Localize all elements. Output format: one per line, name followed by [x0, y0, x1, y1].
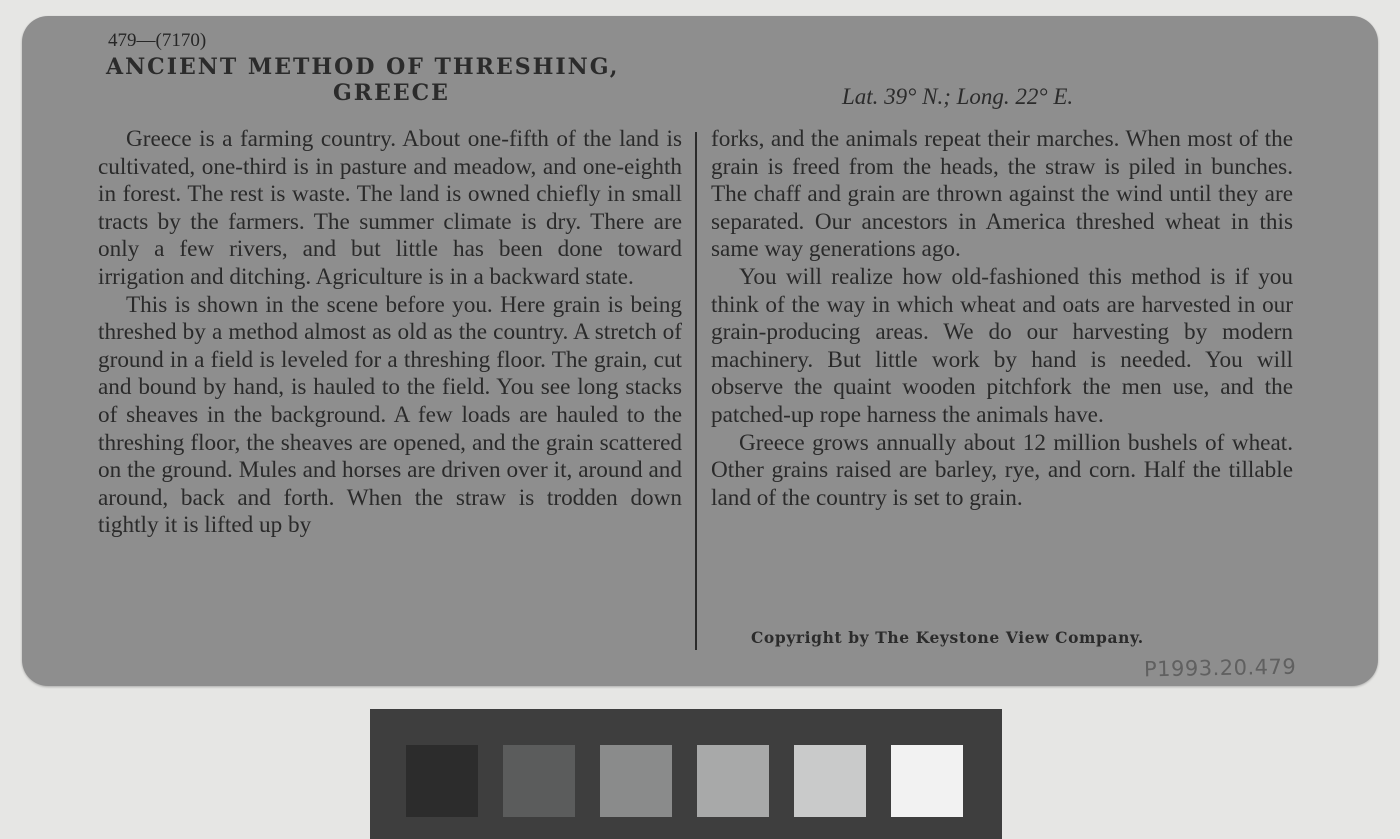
left-paragraph-1: Greece is a farming country. About one-fifth of the land is cultivated, one-third is in pasture and meadow, and one-eighth in forest. The rest is waste. The land is owned chiefly in small tracts by the farmers. The summer climate is dry. There are only a few rivers, and but little has been done toward irrigation and ditching. Agriculture is in a backward state.	[98, 126, 682, 290]
right-paragraph-2: You will realize how old-fashioned this method is if you think of the way in which wheat and oats are harvested in our grain-producing areas. We do our harvesting by modern machinery. But little work by hand is needed. You will observe the quaint wooden pitchfork the men use, and the patched-up rope harness the animals have.	[711, 263, 1293, 428]
column-divider	[695, 132, 697, 650]
card-title-line-2: GREECE	[333, 80, 450, 106]
gray-swatch-3	[600, 745, 672, 817]
right-column	[711, 126, 1293, 512]
gray-swatch-6	[891, 745, 963, 817]
gray-swatch-1	[406, 745, 478, 817]
left-column	[98, 126, 682, 540]
left-paragraph-2: This is shown in the scene before you. Here grain is being threshed by a method almost as old as the country. A stretch of ground in a field is leveled for a threshing floor. The grain, cut and bound by hand, is hauled to the field. You see long stacks of sheaves in the background. A few loads are hauled to the threshing floor, the sheaves are opened, and the grain scattered on the ground. Mules and horses are driven over it, around and around, back and forth. When the straw is trodden down tightly it is lifted up by	[98, 291, 682, 539]
gray-scale-target	[370, 709, 1002, 839]
card-title-line-1: ANCIENT METHOD OF THRESHING,	[106, 54, 620, 80]
gray-swatch-5	[794, 745, 866, 817]
right-paragraph-1: forks, and the animals repeat their marches. When most of the grain is freed from the heads, the straw is piled in bunches. The chaff and grain are thrown against the wind until they are separated. Our ancestors in America threshed wheat in this same way generations ago.	[711, 126, 1293, 263]
gray-swatch-4	[697, 745, 769, 817]
stereograph-card-back	[22, 16, 1378, 686]
gray-swatch-2	[503, 745, 575, 817]
right-paragraph-3: Greece grows annually about 12 million bushels of wheat. Other grains raised are barley, rye, and corn. Half the tillable land of the country is set to grain.	[711, 429, 1293, 511]
accession-number: P1993.20.479	[1143, 654, 1297, 682]
coordinates: Lat. 39° N.; Long. 22° E.	[842, 84, 1074, 109]
card-number: 479—(7170)	[108, 30, 207, 51]
copyright-line: Copyright by The Keystone View Company.	[751, 628, 1144, 647]
